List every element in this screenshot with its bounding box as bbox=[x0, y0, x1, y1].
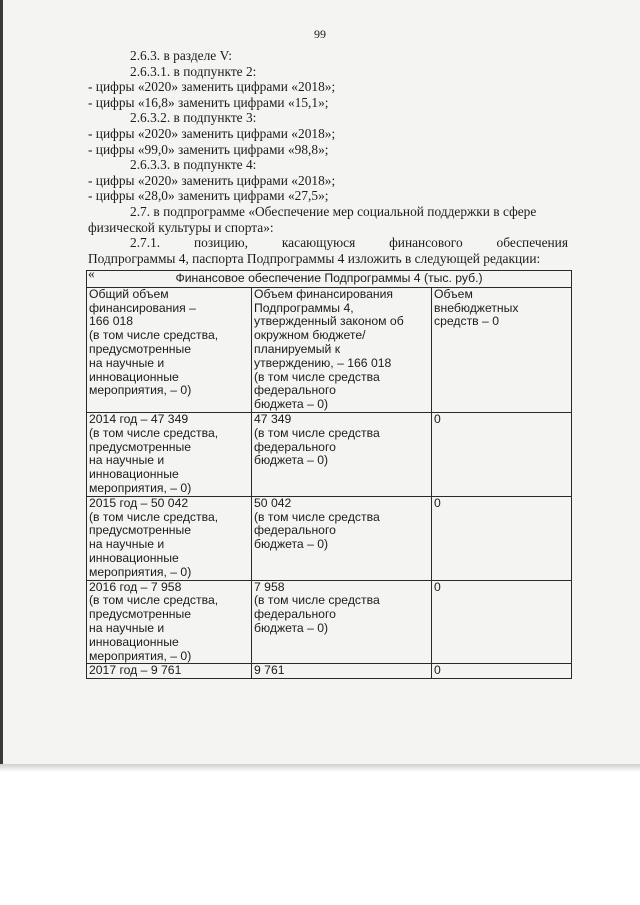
paragraph-2-7-line-2: физической культуры и спорта»: bbox=[88, 219, 274, 235]
table-row bbox=[87, 412, 572, 496]
opening-quote: « bbox=[88, 266, 95, 282]
paragraph-2-7-1-line-1: 2.7.1. позицию, касающуюся финансового обеспечения bbox=[130, 235, 568, 251]
table-row bbox=[87, 287, 572, 412]
total-cell: 2017 год – 9 761 bbox=[87, 664, 252, 679]
paragraph-line: - цифры «2020» заменить цифрами «2018»; bbox=[88, 172, 336, 188]
paragraph-line: 2.6.3.2. в подпункте 3: bbox=[130, 110, 257, 126]
paragraph-2-7-1-line-2: Подпрограммы 4, паспорта Подпрограммы 4 изложить в следующей редакции: bbox=[88, 250, 541, 266]
paragraph-line: - цифры «16,8» заменить цифрами «15,1»; bbox=[88, 94, 329, 110]
budget-cell: 7 958 (в том числе средства федерального бюджета – 0) bbox=[252, 580, 432, 664]
extrabudgetary-cell: Объем внебюджетных средств – 0 bbox=[432, 287, 572, 412]
table-body bbox=[87, 287, 572, 678]
total-cell: Общий объем финансирования – 166 018 (в том числе средства, предусмотренные на научные и инновационные мероприятия, – 0) bbox=[87, 287, 252, 412]
total-cell: 2015 год – 50 042 (в том числе средства, предусмотренные на научные и инновационные мероприятия, – 0) bbox=[87, 496, 252, 580]
financing-table-wrapper bbox=[86, 270, 571, 679]
document-body bbox=[88, 48, 568, 282]
page-number: 99 bbox=[314, 27, 326, 41]
table-caption-row bbox=[87, 271, 572, 288]
paragraph-line: 2.6.3.3. в подпункте 4: bbox=[130, 157, 257, 173]
extrabudgetary-cell: 0 bbox=[432, 496, 572, 580]
table-caption: Финансовое обеспечение Подпрограммы 4 (тыс. руб.) bbox=[87, 271, 572, 288]
paragraph-line: 2.6.3. в разделе V: bbox=[130, 48, 232, 63]
paragraph-line: 2.6.3.1. в подпункте 2: bbox=[130, 63, 257, 79]
total-cell: 2016 год – 7 958 (в том числе средства, предусмотренные на научные и инновационные мероприятия, – 0) bbox=[87, 580, 252, 664]
budget-cell: 47 349 (в том числе средства федерального бюджета – 0) bbox=[252, 412, 432, 496]
extrabudgetary-cell: 0 bbox=[432, 664, 572, 679]
paragraph-2-7-line-1: 2.7. в подпрограмме «Обеспечение мер социальной поддержки в сфере bbox=[130, 203, 537, 219]
extrabudgetary-cell: 0 bbox=[432, 412, 572, 496]
table-row bbox=[87, 664, 572, 679]
table-row bbox=[87, 496, 572, 580]
paragraph-line: - цифры «2020» заменить цифрами «2018»; bbox=[88, 125, 336, 141]
paragraph-line: - цифры «2020» заменить цифрами «2018»; bbox=[88, 79, 336, 95]
amendment-list bbox=[88, 48, 568, 204]
financing-table bbox=[86, 270, 572, 679]
paragraph-line: - цифры «28,0» заменить цифрами «27,5»; bbox=[88, 188, 329, 204]
budget-cell: 9 761 bbox=[252, 664, 432, 679]
table-row bbox=[87, 580, 572, 664]
budget-cell: Объем финансирования Подпрограммы 4, утвержденный законом об окружном бюджете/ планируемый к утверждению, – 166 018 (в том числе средства федерального бюджета – 0) bbox=[252, 287, 432, 412]
total-cell: 2014 год – 47 349 (в том числе средства, предусмотренные на научные и инновационные мероприятия, – 0) bbox=[87, 412, 252, 496]
extrabudgetary-cell: 0 bbox=[432, 580, 572, 664]
paragraph-line: - цифры «99,0» заменить цифрами «98,8»; bbox=[88, 141, 329, 157]
scan-edge-shadow bbox=[0, 764, 640, 772]
budget-cell: 50 042 (в том числе средства федерального бюджета – 0) bbox=[252, 496, 432, 580]
